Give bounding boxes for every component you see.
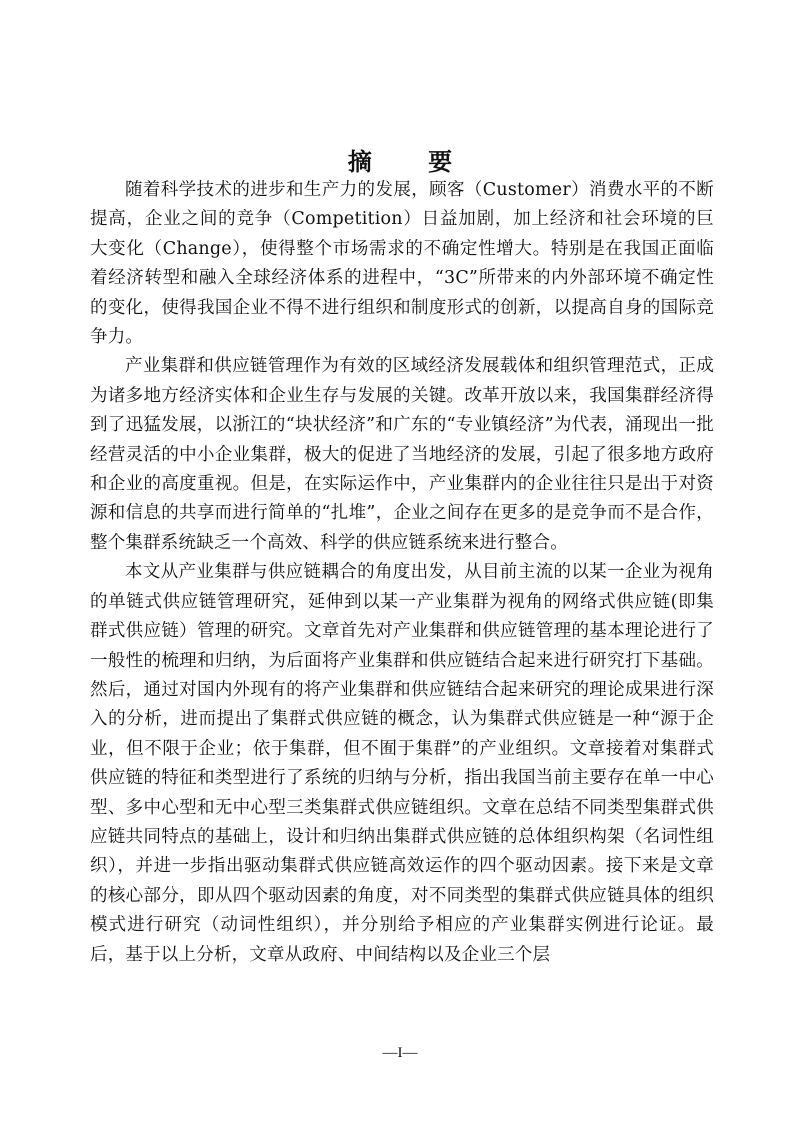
paragraph-2: 产业集群和供应链管理作为有效的区域经济发展载体和组织管理范式，正成为诸多地方经济实体和企业生存与发展的关键。改革开放以来，我国集群经济得到了迅猛发展，以浙江的“块状经济”和广东的“专业镇经济”为代表，涌现出一批经营灵活的中小企业集群，极大的促进了当地经济的发展，引起了很多地方政府和企业的高度重视。但是，在实际运作中，产业集群内的企业往往只是出于对资源和信息的共享而进行简单的“扎堆”，企业之间存在更多的是竞争而不是合作，整个集群系统缺乏一个高效、科学的供应链系统来进行整合。 <box>90 356 714 553</box>
page-number: —I— <box>382 1045 418 1061</box>
page-title: 摘 要 <box>347 147 477 176</box>
paragraph-1: 随着科学技术的进步和生产力的发展，顾客（Customer）消费水平的不断提高，企业之间的竞争（Competition）日益加剧，加上经济和社会环境的巨大变化（Change），使得整个市场需求的不确定性增大。特别是在我国正面临着经济转型和融入全球经济体系的进程中，“3C”所带来的内外部环境不确定性的变化，使得我国企业不得不进行组织和制度形式的创新，以提高自身的国际竞争力。 <box>90 180 714 348</box>
abstract-body <box>90 176 714 970</box>
paragraph-3: 本文从产业集群与供应链耦合的角度出发，从目前主流的以某一企业为视角的单链式供应链管理研究，延伸到以某一产业集群为视角的网络式供应链(即集群式供应链）管理的研究。文章首先对产业集群和供应链管理的基本理论进行了一般性的梳理和归纳，为后面将产业集群和供应链结合起来进行研究打下基础。然后，通过对国内外现有的将产业集群和供应链结合起来研究的理论成果进行深入的分析，进而提出了集群式供应链的概念，认为集群式供应链是一种“源于企业，但不限于企业；依于集群，但不囿于集群”的产业组织。文章接着对集群式供应链的特征和类型进行了系统的归纳与分析，指出我国当前主要存在单一中心型、多中心型和无中心型三类集群式供应链组织。文章在总结不同类型集群式供应链共同特点的基础上，设计和归纳出集群式供应链的总体组织构架（名词性组织），并进一步指出驱动集群式供应链高效运作的四个驱动因素。接下来是文章的核心部分，即从四个驱动因素的角度，对不同类型的集群式供应链具体的组织模式进行研究（动词性组织），并分别给予相应的产业集群实例进行论证。最后，基于以上分析，文章从政府、中间结构以及企业三个层 <box>90 562 714 965</box>
